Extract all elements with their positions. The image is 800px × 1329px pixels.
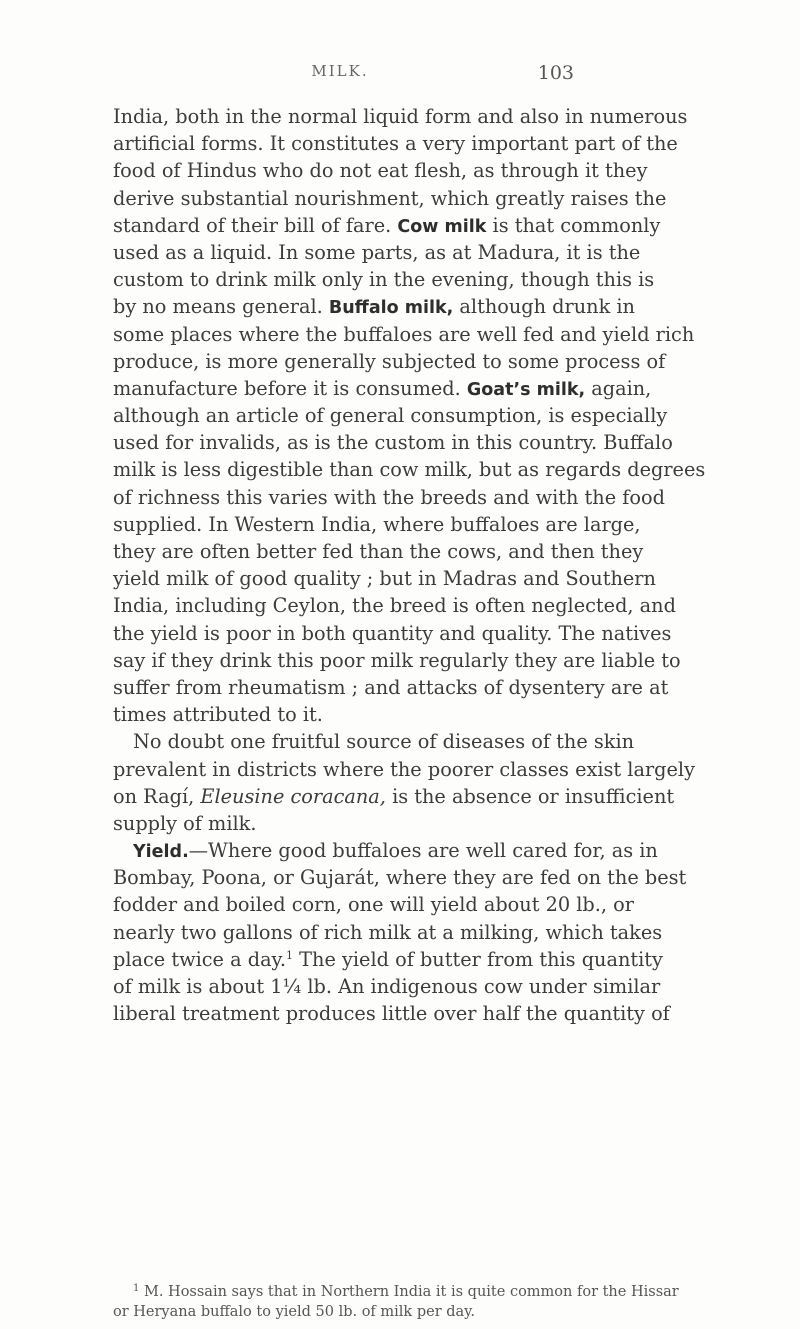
footnote-mark: 1 <box>133 1283 140 1294</box>
text-line: derive substantial nourishment, which greatly raises the <box>113 186 667 210</box>
body-text <box>113 103 706 1027</box>
text-line: say if they drink this poor milk regularly they are liable to <box>113 648 681 672</box>
text-line: milk is less digestible than cow milk, but as regards degrees <box>113 458 706 482</box>
footnote-reference[interactable]: 1 <box>286 948 294 962</box>
text-line: artificial forms. It constitutes a very important part of the <box>113 132 678 156</box>
text-line <box>113 837 658 864</box>
text-line <box>113 293 635 320</box>
line-text: again, <box>585 376 652 400</box>
line-text: by no means general. <box>113 295 329 319</box>
text-line: liberal treatment produces little over half the quantity of <box>113 1002 670 1026</box>
text-line: nearly two gallons of rich milk at a milking, which takes <box>113 920 663 944</box>
text-line: yield milk of good quality ; but in Madras and Southern <box>113 567 656 591</box>
section-heading-yield: Yield. <box>133 842 189 863</box>
running-head: MILK. <box>311 62 369 80</box>
text-line <box>113 946 663 973</box>
line-text: —Where good buffaloes are well cared for, as in <box>188 839 658 863</box>
line-text: is that commonly <box>486 213 661 237</box>
term-buffalo-milk: Buffalo milk, <box>328 298 454 319</box>
botanical-name: Eleusine coracana, <box>200 784 386 808</box>
text-line: produce, is more generally subjected to some process of <box>113 349 666 373</box>
text-line: of milk is about 1¼ lb. An indigenous cow under similar <box>113 975 661 998</box>
term-cow-milk: Cow milk <box>397 216 487 237</box>
footnote-text: M. Hossain says that in Northern India it is quite common for the Hissar <box>139 1284 679 1300</box>
text-line: fodder and boiled corn, one will yield about 20 lb., or <box>113 893 634 917</box>
text-line: suffer from rheumatism ; and attacks of dysentery are at <box>113 675 669 699</box>
line-text: is the absence or insufficient <box>385 784 675 808</box>
text-line: India, including Ceylon, the breed is often neglected, and <box>113 594 676 618</box>
page-number: 103 <box>537 62 574 84</box>
text-line: they are often better fed than the cows, and then they <box>113 540 644 563</box>
line-text: place twice a day. <box>113 947 287 971</box>
text-line: some places where the buffaloes are well fed and yield rich <box>113 322 695 346</box>
text-line: supply of milk. <box>113 811 257 835</box>
text-line: used as a liquid. In some parts, as at Madura, it is the <box>113 240 641 264</box>
page-header <box>110 62 574 92</box>
line-text: although drunk in <box>453 295 635 319</box>
footnotes <box>113 1282 679 1322</box>
line-text: manufacture before it is consumed. <box>113 376 467 400</box>
term-goats-milk: Goat’s milk, <box>466 379 586 400</box>
text-line: food of Hindus who do not eat flesh, as through it they <box>113 159 648 183</box>
footnote-line: or Heryana buffalo to yield 50 lb. of milk per day. <box>113 1304 476 1320</box>
text-line: prevalent in districts where the poorer classes exist largely <box>113 757 695 781</box>
line-text: The yield of butter from this quantity <box>293 947 663 971</box>
text-line: India, both in the normal liquid form and also in numerous <box>113 105 688 128</box>
text-line: Bombay, Poona, or Gujarát, where they are fed on the best <box>113 866 687 890</box>
text-line <box>113 783 675 810</box>
text-line: custom to drink milk only in the evening, though this is <box>113 268 655 292</box>
text-line: of richness this varies with the breeds and with the food <box>113 485 665 509</box>
line-text: on Ragí, <box>113 784 201 808</box>
text-line: used for invalids, as is the custom in this country. Buffalo <box>113 431 673 455</box>
text-line: No doubt one fruitful source of diseases of the skin <box>133 730 635 754</box>
text-line <box>113 375 652 402</box>
text-line: the yield is poor in both quantity and quality. The natives <box>113 621 672 645</box>
text-line: times attributed to it. <box>113 703 323 727</box>
footnote-line <box>113 1282 679 1302</box>
text-line: supplied. In Western India, where buffaloes are large, <box>113 512 641 536</box>
line-text: standard of their bill of fare. <box>113 213 398 237</box>
text-line: although an article of general consumption, is especially <box>113 404 668 428</box>
text-line <box>113 212 661 239</box>
